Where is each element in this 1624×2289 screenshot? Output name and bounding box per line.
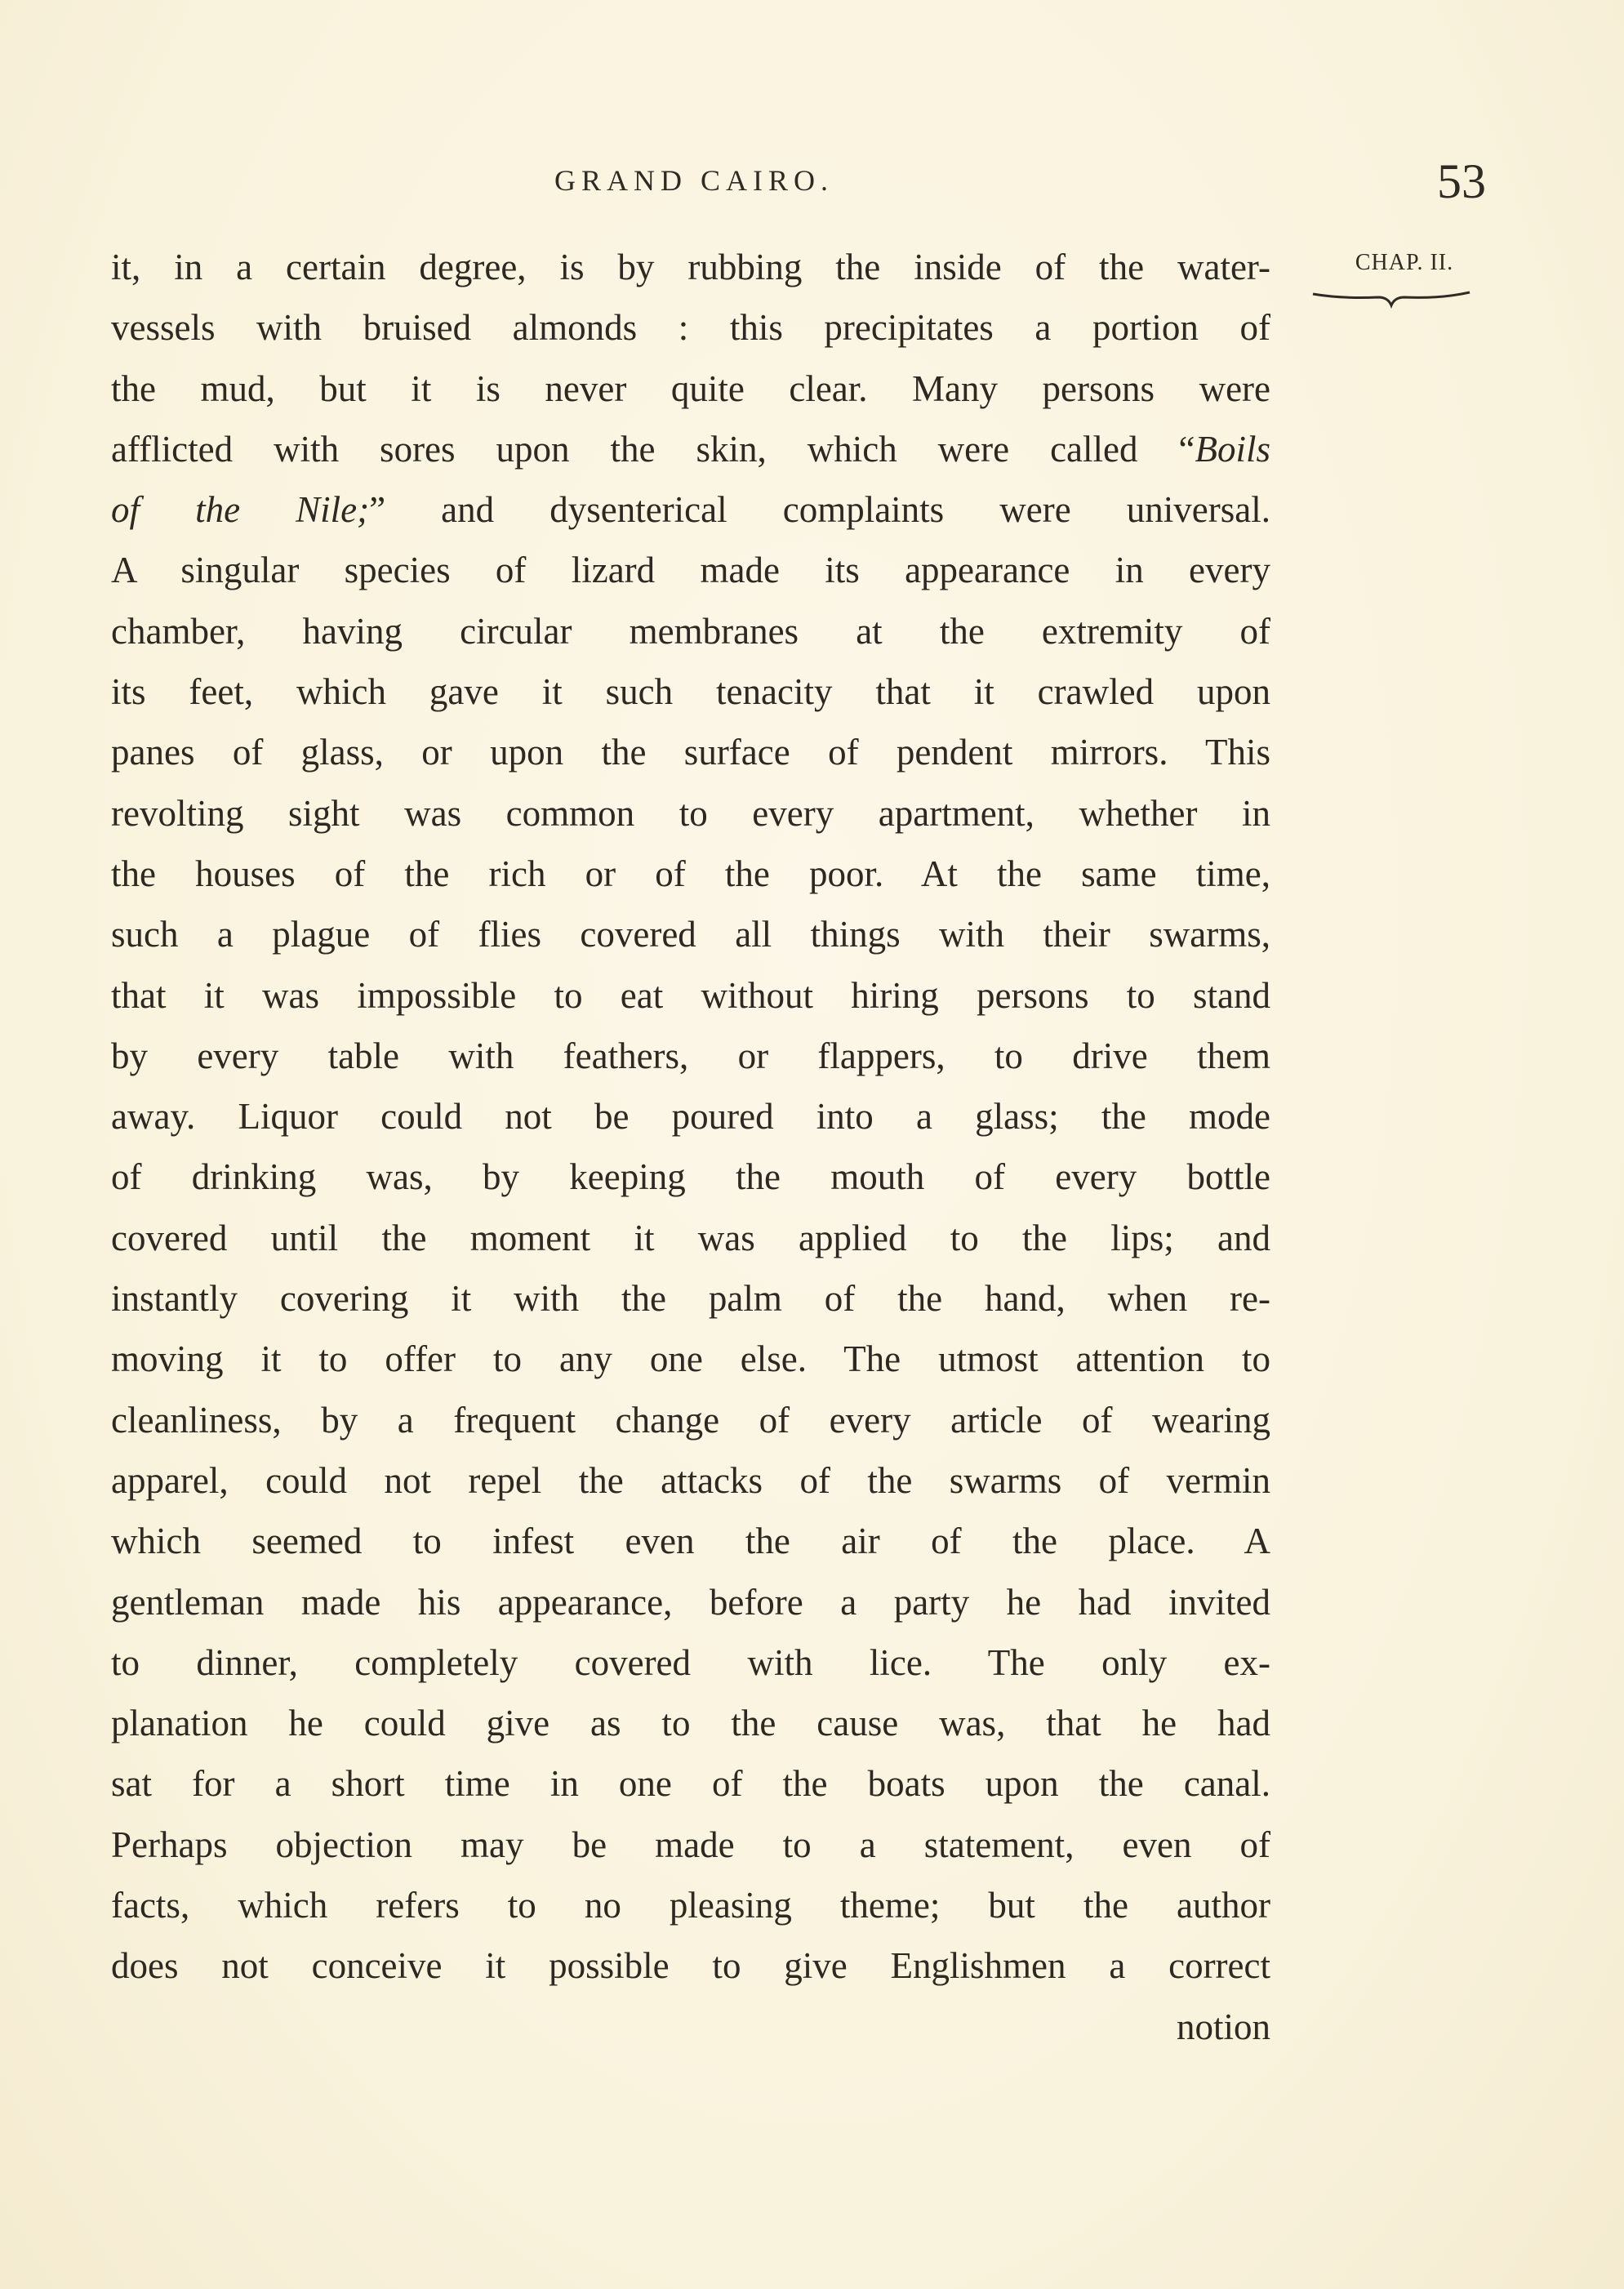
italic-phrase: Boils [1195,428,1270,470]
text-line [111,297,1270,358]
text-line [111,1572,1270,1632]
line-segment: ” and dysenterical complaints were universal. [369,489,1270,531]
line-segment: apparel, could not repel the attacks of the swarms of vermin [111,1459,1270,1501]
line-segment: that it was impossible to eat without hiring persons to stand [111,974,1270,1016]
margin-brace-ornament [1310,287,1473,312]
text-line [111,1753,1270,1814]
text-line [111,1997,1270,2057]
text-line [111,1329,1270,1389]
text-line [111,661,1270,722]
line-segment: instantly covering it with the palm of the hand, when re- [111,1278,1270,1320]
line-segment: the houses of the rich or of the poor. At the same time, [111,853,1270,894]
line-segment: it, in a certain degree, is by rubbing the inside of the water- [111,247,1270,287]
text-line [111,722,1270,782]
line-segment: vessels with bruised almonds : this precipitates a portion of [111,307,1270,349]
text-line [111,1026,1270,1086]
line-segment: away. Liquor could not be poured into a glass; the mode [111,1096,1270,1138]
text-line [111,1693,1270,1753]
line-segment: covered until the moment it was applied to the lips; and [111,1217,1270,1258]
line-segment: of drinking was, by keeping the mouth of every bottle [111,1156,1270,1198]
line-segment: by every table with feathers, or flappers, to drive them [111,1035,1270,1076]
text-line [111,1632,1270,1693]
text-line [111,1147,1270,1207]
text-line [111,1390,1270,1450]
line-segment: facts, which refers to no pleasing theme; but the author [111,1885,1270,1926]
text-line [111,1086,1270,1147]
text-line [111,783,1270,844]
line-segment: moving it to offer to any one else. The utmost attention to [111,1338,1270,1380]
line-segment: which seemed to infest even the air of the place. A [111,1521,1270,1562]
text-line [111,844,1270,904]
running-title: GRAND CAIRO. [554,164,834,197]
text-line [111,358,1270,419]
line-segment: such a plague of flies covered all things with their swarms, [111,914,1270,955]
italic-phrase: of the Nile; [111,489,370,531]
text-line [111,1208,1270,1268]
text-line [111,237,1270,297]
text-line [111,1935,1270,1996]
line-segment: its feet, which gave it such tenacity that it crawled upon [111,671,1270,713]
line-segment: does not conceive it possible to give Englishmen a correct [111,1945,1270,1987]
line-segment: sat for a short time in one of the boats upon the canal. [111,1763,1270,1805]
line-segment: cleanliness, by a frequent change of every article of wearing [111,1399,1270,1441]
line-segment: A singular species of lizard made its appearance in every [111,550,1270,591]
text-line [111,904,1270,964]
line-segment: afflicted with sores upon the skin, which were called “ [111,428,1195,470]
text-line [111,419,1270,479]
text-line [111,1450,1270,1511]
line-segment: panes of glass, or upon the surface of pendent mirrors. This [111,732,1270,773]
text-line [111,601,1270,661]
text-line [111,1875,1270,1935]
text-line [111,1511,1270,1571]
line-segment: Perhaps objection may be made to a statement, even of [111,1824,1270,1865]
chapter-margin-note: CHAP. II. [1355,250,1454,275]
line-segment: to dinner, completely covered with lice. The only ex- [111,1641,1270,1683]
text-line [111,1268,1270,1329]
line-segment: the mud, but it is never quite clear. Many persons were [111,367,1270,409]
text-line [111,479,1270,540]
line-segment: chamber, having circular membranes at the extremity of [111,610,1270,652]
body-text [111,237,1270,2057]
page-number: 53 [1437,154,1486,208]
line-segment: notion [1176,2006,1270,2047]
line-segment: revolting sight was common to every apartment, whether in [111,792,1270,834]
line-segment: planation he could give as to the cause was, that he had [111,1703,1270,1744]
line-segment: gentleman made his appearance, before a party he had invited [111,1581,1270,1623]
text-line [111,965,1270,1026]
text-line [111,1815,1270,1875]
text-line [111,540,1270,600]
